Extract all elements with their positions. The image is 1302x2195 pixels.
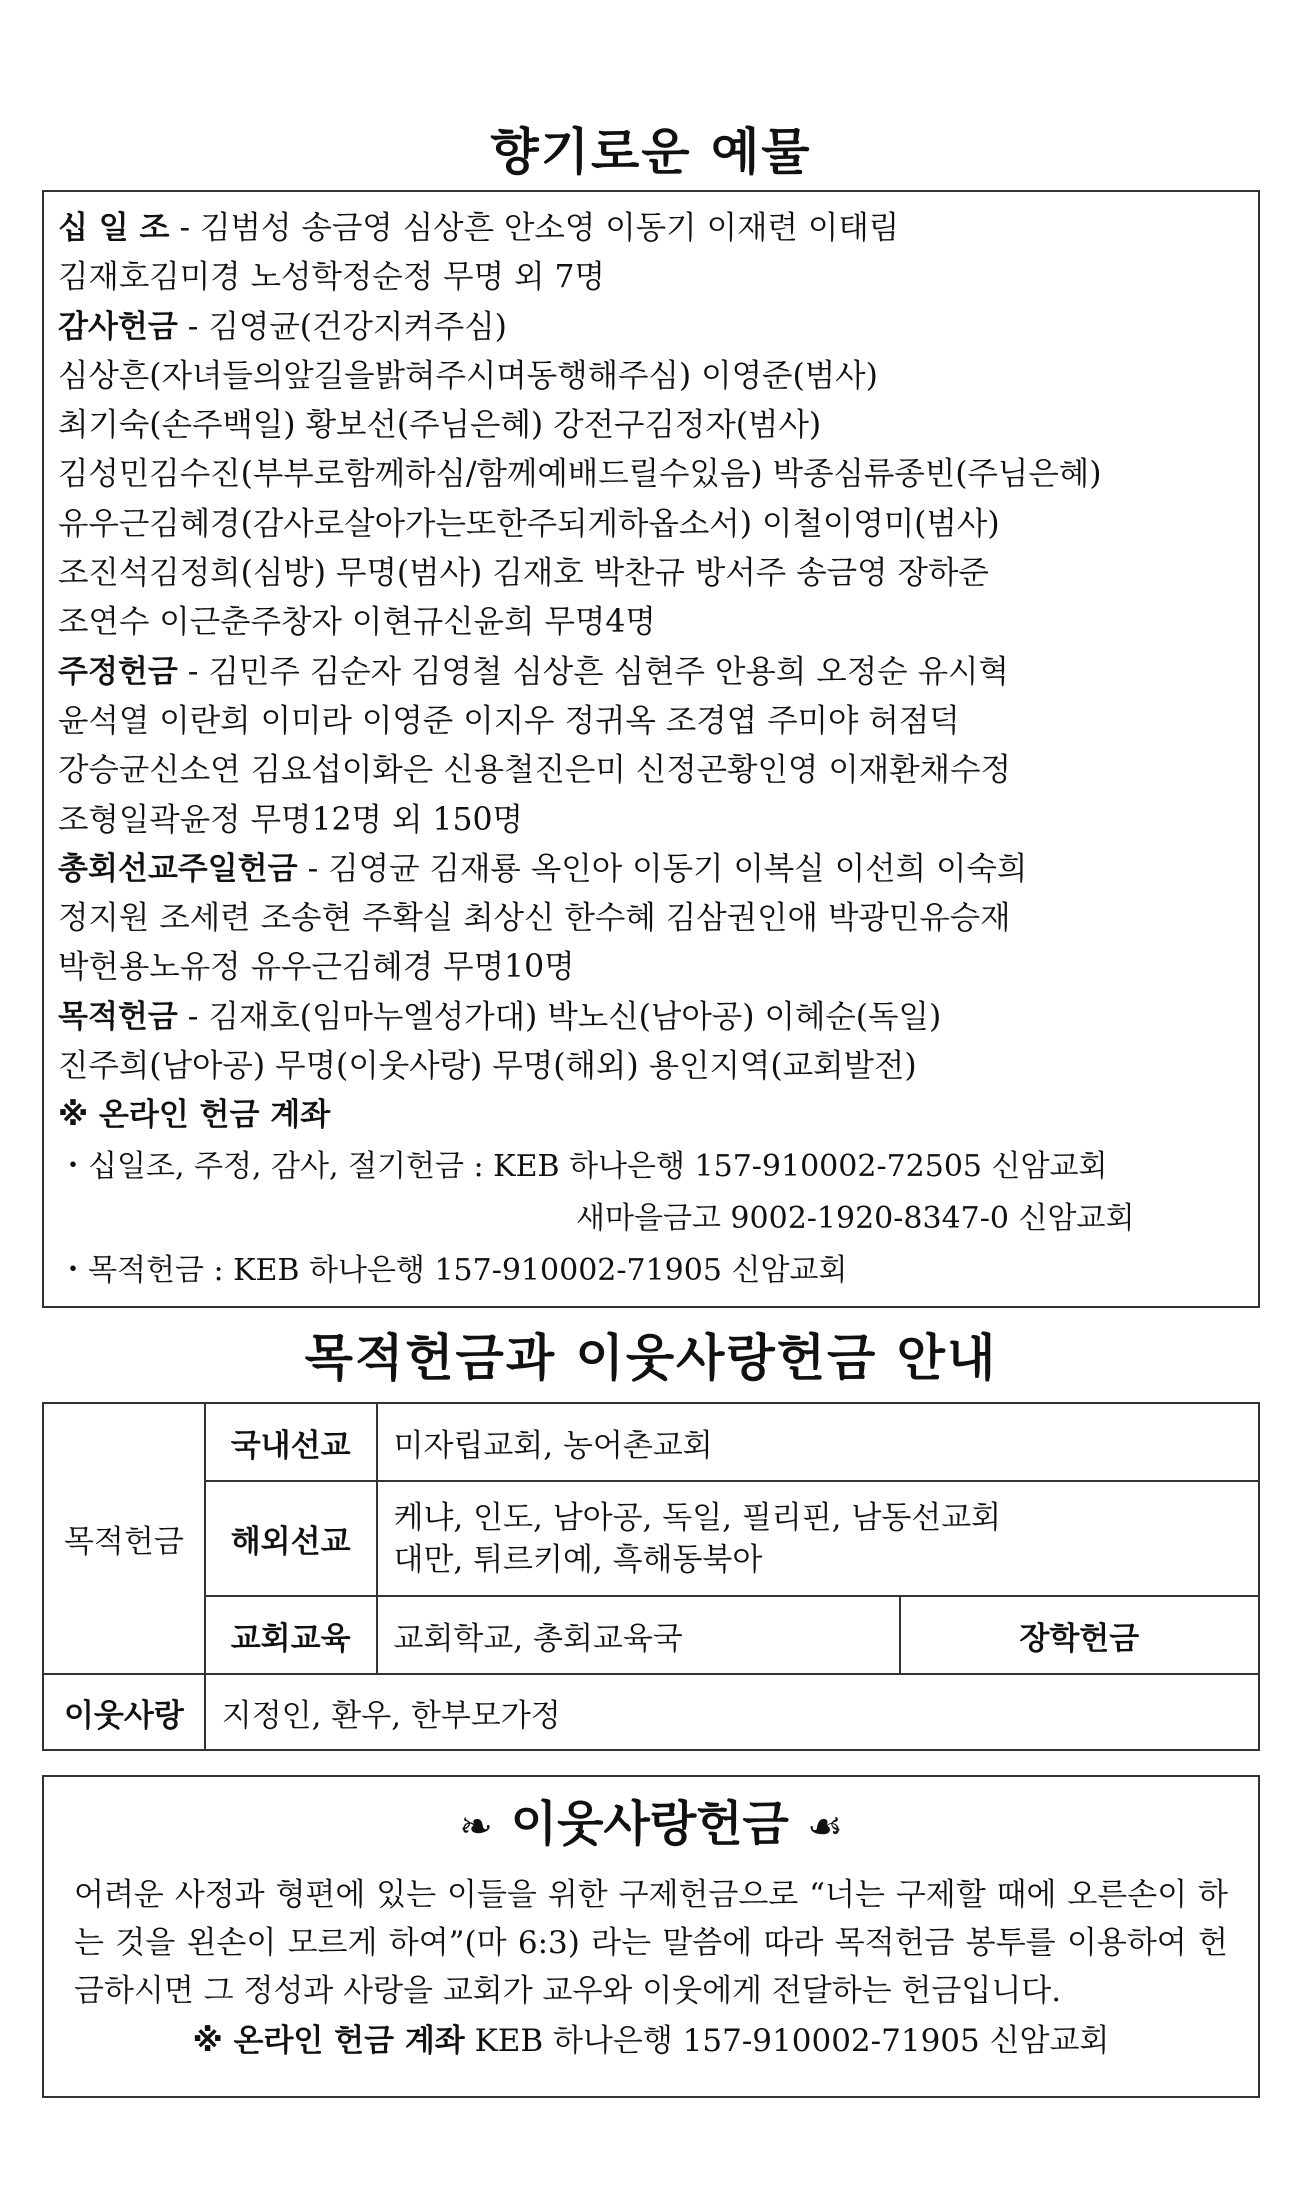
floral-ornament-right-icon: ☙ (806, 1804, 843, 1850)
neighbor-online-value: KEB 하나은행 157-910002-71905 신암교회 (464, 2023, 1110, 2059)
neighbor-online-label: ※ 온라인 헌금 계좌 (192, 2023, 465, 2059)
online-accounts-title: ※ 온라인 헌금 계좌 (58, 1097, 331, 1134)
mission-line-3: 박헌용노유정 유우근김혜경 무명10명 (58, 949, 575, 986)
mission-line-1: 총회선교주일헌금 - 김영균 김재룡 옥인아 이동기 이복실 이선희 이숙희 (58, 850, 1028, 887)
domestic-mission-value: 미자립교회, 농어촌교회 (377, 1403, 1260, 1481)
floral-ornament-left-icon: ❧ (459, 1804, 493, 1850)
purpose-line-1: 목적헌금 - 김재호(임마누엘성가대) 박노신(남아공) 이혜순(독일) (58, 998, 942, 1035)
neighbor-offering-heading (74, 1791, 1228, 1857)
guide-table (42, 1402, 1260, 1751)
online-account-line-1: ・십일조, 주정, 감사, 절기헌금 : KEB 하나은행 157-910002-72505 신암교회 (58, 1148, 1108, 1184)
thanks-line-2: 심상흔(자녀들의앞길을밝혀주시며동행해주심) 이영준(범사) (58, 357, 878, 394)
tithe-line-2: 김재호김미경 노성학정순정 무명 외 7명 (58, 259, 605, 296)
overseas-mission-label: 해외선교 (205, 1481, 377, 1596)
neighbor-offering-box (42, 1775, 1260, 2098)
offering-list-box (42, 190, 1260, 1308)
weekly-line-1: 주정헌금 - 김민주 김순자 김영철 심상흔 심현주 안용희 오정순 유시혁 (58, 653, 1009, 690)
overseas-mission-value: 케냐, 인도, 남아공, 독일, 필리핀, 남동선교회 대만, 튀르키예, 흑해동북아 (377, 1481, 1260, 1596)
purpose-offering-cell: 목적헌금 (43, 1403, 205, 1674)
neighbor-online-account (74, 2017, 1228, 2065)
neighbor-love-label: 이웃사랑 (43, 1674, 205, 1750)
church-education-label: 교회교육 (205, 1596, 377, 1674)
neighbor-offering-title: 이웃사랑헌금 (510, 1796, 789, 1852)
domestic-mission-label: 국내선교 (205, 1403, 377, 1481)
weekly-line-2: 윤석열 이란희 이미라 이영준 이지우 정귀옥 조경엽 주미야 허점덕 (58, 702, 960, 739)
weekly-line-4: 조형일곽윤정 무명12명 외 150명 (58, 801, 523, 838)
online-account-line-2: 새마을금고 9002-1920-8347-0 신암교회 (576, 1200, 1135, 1236)
tithe-label: 십 일 조 (58, 210, 170, 246)
mission-line-2: 정지원 조세련 조송현 주확실 최상신 한수혜 김삼권인애 박광민유승재 (58, 900, 1011, 937)
thanks-line-4: 김성민김수진(부부로함께하심/함께예배드릴수있음) 박종심류종빈(주님은혜) (58, 456, 1102, 493)
tithe-line-1: 십 일 조 - 김범성 송금영 심상흔 안소영 이동기 이재련 이태림 (58, 210, 900, 246)
scholarship-label: 장학헌금 (900, 1596, 1259, 1674)
neighbor-love-value: 지정인, 환우, 한부모가정 (205, 1674, 1259, 1750)
thanks-line-5: 유우근김혜경(감사로살아가는또한주되게하옵소서) 이철이영미(범사) (58, 505, 1000, 542)
purpose-label: 목적헌금 (58, 998, 178, 1035)
weekly-line-3: 강승균신소연 김요섭이화은 신용철진은미 신정곤황인영 이재환채수정 (58, 752, 1011, 789)
neighbor-offering-paragraph: 어려운 사정과 형편에 있는 이들을 위한 구제헌금으로 “너는 구제할 때에 오른손이 하는 것을 왼손이 모르게 하여”(마 6:3) 라는 말씀에 따라 목적헌금 봉투를 이용하여 헌금하시면 그 정성과 사랑을 교회가 교우와 이웃에게 전달하는 헌금입니다. (74, 1877, 1228, 2009)
thanks-label: 감사헌금 (58, 308, 178, 345)
guide-title: 목적헌금과 이웃사랑헌금 안내 (304, 1329, 998, 1387)
thanks-line-6: 조진석김정희(심방) 무명(범사) 김재호 박찬규 방서주 송금영 장하준 (58, 555, 989, 592)
online-account-line-3: ・목적헌금 : KEB 하나은행 157-910002-71905 신암교회 (58, 1252, 848, 1288)
weekly-label: 주정헌금 (58, 653, 178, 690)
purpose-line-2: 진주희(남아공) 무명(이웃사랑) 무명(해외) 용인지역(교회발전) (58, 1048, 917, 1085)
mission-label: 총회선교주일헌금 (58, 850, 298, 887)
church-education-value: 교회학교, 총회교육국 (377, 1596, 900, 1674)
thanks-line-7: 조연수 이근춘주창자 이현규신윤희 무명4명 (58, 604, 656, 641)
thanks-line-3: 최기숙(손주백일) 황보선(주님은혜) 강전구김정자(범사) (58, 407, 822, 444)
thanks-line-1: 감사헌금 - 김영균(건강지켜주심) (58, 308, 507, 345)
offering-title: 향기로운 예물 (490, 123, 812, 181)
